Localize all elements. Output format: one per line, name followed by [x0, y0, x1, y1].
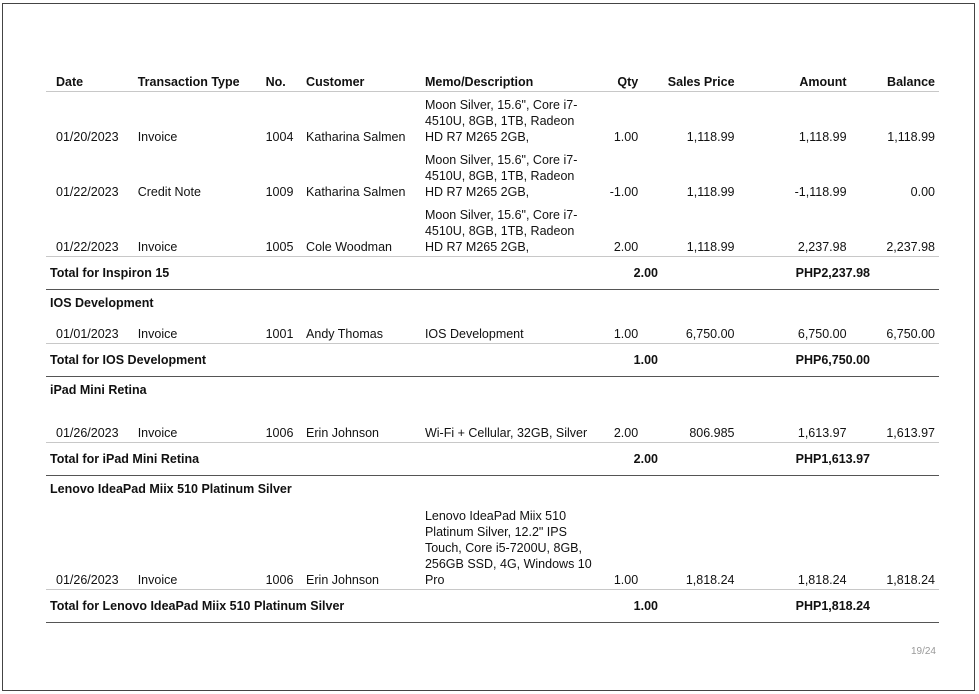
cell-qty: 1.00 [613, 130, 639, 144]
cell-no: 1004 [265, 130, 294, 144]
cell-qty: 1.00 [613, 573, 639, 587]
cell-memo: IOS Development [424, 327, 524, 341]
total-amount: PHP2,237.98 [795, 266, 870, 280]
table-row [46, 402, 939, 443]
table-row [46, 315, 939, 344]
cell-memo: Wi-Fi + Cellular, 32GB, Silver [424, 426, 588, 440]
cell-customer: Erin Johnson [306, 426, 380, 440]
cell-date: 01/01/2023 [56, 327, 119, 341]
col-date: Date [56, 75, 84, 89]
cell-date: 01/22/2023 [56, 240, 119, 254]
cell-memo: Moon Silver, 15.6", Core i7-4510U, 8GB, 1TB, Radeon HD R7 M265 2GB, [424, 153, 578, 199]
col-transaction-type: Transaction Type [137, 75, 240, 89]
cell-amount: 1,818.24 [797, 573, 847, 587]
total-amount: PHP1,613.97 [795, 452, 870, 466]
cell-amount: 6,750.00 [797, 327, 847, 341]
col-memo: Memo/Description [424, 75, 534, 89]
cell-type: Invoice [137, 573, 178, 587]
cell-qty: 2.00 [613, 426, 639, 440]
cell-no: 1005 [265, 240, 294, 254]
total-amount: PHP1,818.24 [795, 599, 870, 613]
cell-type: Invoice [137, 130, 178, 144]
cell-date: 01/26/2023 [56, 426, 119, 440]
total-qty: 2.00 [633, 266, 658, 280]
total-qty: 1.00 [633, 599, 658, 613]
cell-memo: Lenovo IdeaPad Miix 510 Platinum Silver, 12.2" IPS Touch, Core i5-7200U, 8GB, 256GB SSD, 4G, Windows 10 Pro [424, 509, 592, 587]
group-header: IOS Development [50, 295, 154, 310]
cell-type: Credit Note [137, 185, 201, 199]
col-sales-price: Sales Price [667, 75, 735, 89]
cell-memo: Moon Silver, 15.6", Core i7-4510U, 8GB, 1TB, Radeon HD R7 M265 2GB, [424, 208, 578, 254]
cell-balance: 1,118.99 [887, 130, 935, 144]
cell-balance: 1,818.24 [886, 573, 935, 587]
cell-balance: 0.00 [910, 185, 935, 199]
cell-qty: 2.00 [613, 240, 639, 254]
cell-customer: Katharina Salmen [306, 130, 406, 144]
table-row [46, 501, 939, 590]
table-row [46, 201, 939, 257]
cell-balance: 2,237.98 [886, 240, 935, 254]
cell-customer: Erin Johnson [306, 573, 380, 587]
cell-qty: -1.00 [609, 185, 639, 199]
total-qty: 1.00 [633, 353, 658, 367]
cell-no: 1009 [265, 185, 294, 199]
table-row [46, 146, 939, 201]
group-total-row [46, 257, 939, 290]
cell-memo: Moon Silver, 15.6", Core i7-4510U, 8GB, 1TB, Radeon HD R7 M265 2GB, [424, 98, 578, 144]
group-total-row [46, 590, 939, 623]
sales-by-product-table [46, 62, 939, 623]
col-qty: Qty [617, 75, 639, 89]
table-header [46, 62, 939, 92]
cell-no: 1001 [265, 327, 294, 341]
group-total-row [46, 344, 939, 377]
cell-type: Invoice [137, 426, 178, 440]
group-header: Lenovo IdeaPad Miix 510 Platinum Silver [50, 481, 292, 496]
cell-amount: 2,237.98 [797, 240, 847, 254]
cell-amount: -1,118.99 [794, 185, 847, 199]
cell-price: 1,118.99 [686, 240, 735, 254]
col-balance: Balance [887, 75, 935, 89]
group-header: iPad Mini Retina [50, 382, 147, 397]
cell-date: 01/22/2023 [56, 185, 119, 199]
total-label: Total for IOS Development [50, 353, 207, 367]
cell-amount: 1,613.97 [797, 426, 847, 440]
page-number: 19/24 [910, 646, 936, 657]
cell-type: Invoice [137, 240, 178, 254]
cell-qty: 1.00 [613, 327, 639, 341]
cell-type: Invoice [137, 327, 178, 341]
total-amount: PHP6,750.00 [795, 353, 870, 367]
cell-no: 1006 [265, 426, 294, 440]
report-page [2, 3, 975, 691]
cell-customer: Cole Woodman [306, 240, 392, 254]
col-no: No. [265, 75, 286, 89]
table-row [46, 92, 939, 146]
total-label: Total for Inspiron 15 [50, 266, 170, 280]
cell-amount: 1,118.99 [798, 130, 847, 144]
cell-balance: 6,750.00 [886, 327, 935, 341]
total-label: Total for iPad Mini Retina [50, 452, 200, 466]
cell-price: 6,750.00 [685, 327, 735, 341]
cell-no: 1006 [265, 573, 294, 587]
group-total-row [46, 443, 939, 476]
cell-date: 01/26/2023 [56, 573, 119, 587]
cell-price: 1,818.24 [685, 573, 735, 587]
total-qty: 2.00 [633, 452, 658, 466]
cell-price: 1,118.99 [686, 130, 735, 144]
col-customer: Customer [306, 75, 365, 89]
cell-balance: 1,613.97 [886, 426, 935, 440]
cell-customer: Andy Thomas [306, 327, 383, 341]
cell-price: 806.985 [689, 426, 735, 440]
cell-price: 1,118.99 [686, 185, 735, 199]
cell-date: 01/20/2023 [56, 130, 119, 144]
cell-customer: Katharina Salmen [306, 185, 406, 199]
col-amount: Amount [799, 75, 847, 89]
total-label: Total for Lenovo IdeaPad Miix 510 Platinum Silver [50, 599, 345, 613]
